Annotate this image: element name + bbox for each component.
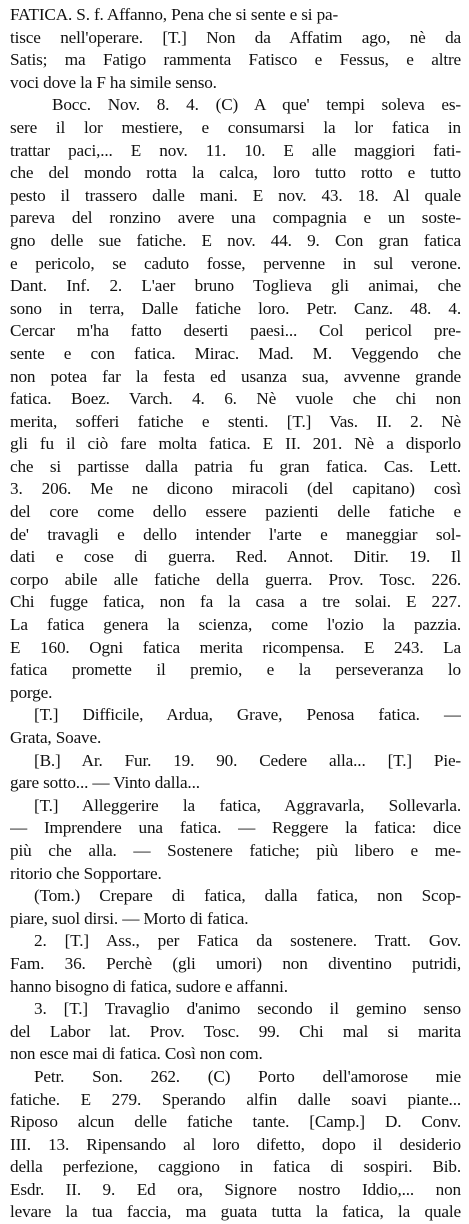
entry-line: pareva del ronzino avere una compagnia e un soste- xyxy=(10,208,461,228)
entry-line: Petr. Son. 262. (C) Porto dell'amorose mie xyxy=(34,1066,461,1086)
entry-line: merita, sofferi fatiche e stenti. [T.] Vas. II. 2. Nè xyxy=(10,411,461,431)
entry-line: [T.] Alleggerire la fatica, Aggravarla, Sollevarla. xyxy=(34,795,461,815)
entry-line: corpo abile alle fatiche della guerra. Prov. Tosc. 226. xyxy=(10,569,461,589)
entry-line: ritorio che Sopportare. xyxy=(10,863,162,883)
entry-line: hanno bisogno di fatica, sudore e affanni. xyxy=(10,976,288,996)
entry-line: [B.] Ar. Fur. 19. 90. Cedere alla... [T.] Pie- xyxy=(34,750,461,770)
entry-line: 3. 206. Me ne dicono miracoli (del capitano) così xyxy=(10,479,461,499)
entry-line: Bocc. Nov. 8. 4. (C) A que' tempi soleva es- xyxy=(52,95,461,115)
entry-line: che si partisse dalla patria fu gran fatica. Cas. Lett. xyxy=(10,456,461,476)
entry-line: La fatica genera la scienza, come l'ozio la pazzia. xyxy=(10,615,461,635)
entry-line: sere il lor mestiere, e consumarsi la lor fatica in xyxy=(10,117,461,137)
entry-line: de' travagli e dello intender l'arte e maneggiar sol- xyxy=(10,524,461,544)
entry-line: 2. [T.] Ass., per Fatica da sostenere. Tratt. Gov. xyxy=(34,931,461,951)
entry-line: del Labor lat. Prov. Tosc. 99. Chi mal si marita xyxy=(10,1021,461,1041)
entry-line: sono in terra, Dalle fatiche loro. Petr. Canz. 48. 4. xyxy=(10,298,461,318)
entry-line: Riposo alcun delle fatiche tante. [Camp.] D. Conv. xyxy=(10,1112,461,1132)
entry-line: Grata, Soave. xyxy=(10,728,102,747)
entry-line: levare la tua faccia, ma guata tutta la fatica, la quale xyxy=(10,1202,461,1222)
entry-line: E 160. Ogni fatica merita ricompensa. E 243. La xyxy=(10,637,461,657)
entry-line: 3. [T.] Travaglio d'animo secondo il gemino senso xyxy=(34,999,461,1019)
entry-line: Cercar m'ha fatto deserti paesi... Col pericol pre- xyxy=(10,321,461,341)
entry-line: (Tom.) Crepare di fatica, dalla fatica, non Scop- xyxy=(34,886,461,906)
entry-line: fatiche. E 279. Sperando alfin dalle soavi piante... xyxy=(10,1089,461,1109)
entry-line: — Imprendere una fatica. — Reggere la fatica: dice xyxy=(10,818,461,838)
entry-line: non esce mai di fatica. Così non com. xyxy=(10,1044,263,1064)
entry-line: gare sotto... — Vinto dalla... xyxy=(10,773,200,793)
entry-line: trattar paci,... E nov. 11. 10. E alle maggiori fati- xyxy=(10,140,461,160)
entry-line: fatica promette il premio, e la perseveranza lo xyxy=(10,660,461,680)
entry-line: fatica. Boez. Varch. 4. 6. Nè vuole che chi non xyxy=(10,389,461,409)
entry-line: tisce nell'operare. [T.] Non da Affatim ago, nè da xyxy=(10,27,461,47)
entry-line: sente e con fatica. Mirac. Mad. M. Veggendo che xyxy=(10,343,461,363)
entry-line: III. 13. Ripensando al loro difetto, dopo il desiderio xyxy=(10,1134,461,1154)
entry-line: FATICA. S. f. Affanno, Pena che si sente e si pa- xyxy=(10,5,339,24)
entry-line: Satis; ma Fatigo rammenta Fatisco e Fessus, e altre xyxy=(10,50,461,70)
entry-line: piare, suol dirsi. — Morto di fatica. xyxy=(10,908,249,928)
entry-line: gli fu il ciò fare molta fatica. E II. 201. Nè a disporlo xyxy=(10,434,461,454)
entry-line: Esdr. II. 9. Ed ora, Signore nostro Iddio,... non xyxy=(10,1179,461,1199)
entry-line: del core come dello essere pazienti delle fatiche e xyxy=(10,502,461,522)
entry-line: voci dove la F ha simile senso. xyxy=(10,72,217,92)
entry-line: che del mondo rotta la calca, loro tutto rotto e tutto xyxy=(10,163,461,183)
entry-line: pesto il trassero dalle mani. E nov. 43. 18. Al quale xyxy=(10,185,461,205)
entry-line: dati e cose di guerra. Red. Annot. Ditir. 19. Il xyxy=(10,547,461,567)
entry-line: Dant. Inf. 2. L'aer bruno Toglieva gli animai, che xyxy=(10,276,461,296)
entry-line: più che alla. — Sostenere fatiche; più libero e me- xyxy=(10,840,461,860)
entry-line: e pericolo, se caduto fosse, pervenne in sul verone. xyxy=(10,253,461,273)
entry-line: porge. xyxy=(10,682,53,702)
entry-line: gno delle sue fatiche. E nov. 44. 9. Con gran fatica xyxy=(10,230,461,250)
entry-line: non potea far la festa ed usanza sua, avvenne grande xyxy=(10,366,461,386)
entry-line: della perfezione, caggiono in fatica di sospiri. Bib. xyxy=(10,1157,461,1177)
entry-line: Fam. 36. Perchè (gli umori) non diventino putridi, xyxy=(10,953,461,973)
entry-line: [T.] Difficile, Ardua, Grave, Penosa fatica. — xyxy=(34,705,461,725)
entry-line: Chi fugge fatica, non fa la casa a tre solai. E 227. xyxy=(10,592,461,612)
